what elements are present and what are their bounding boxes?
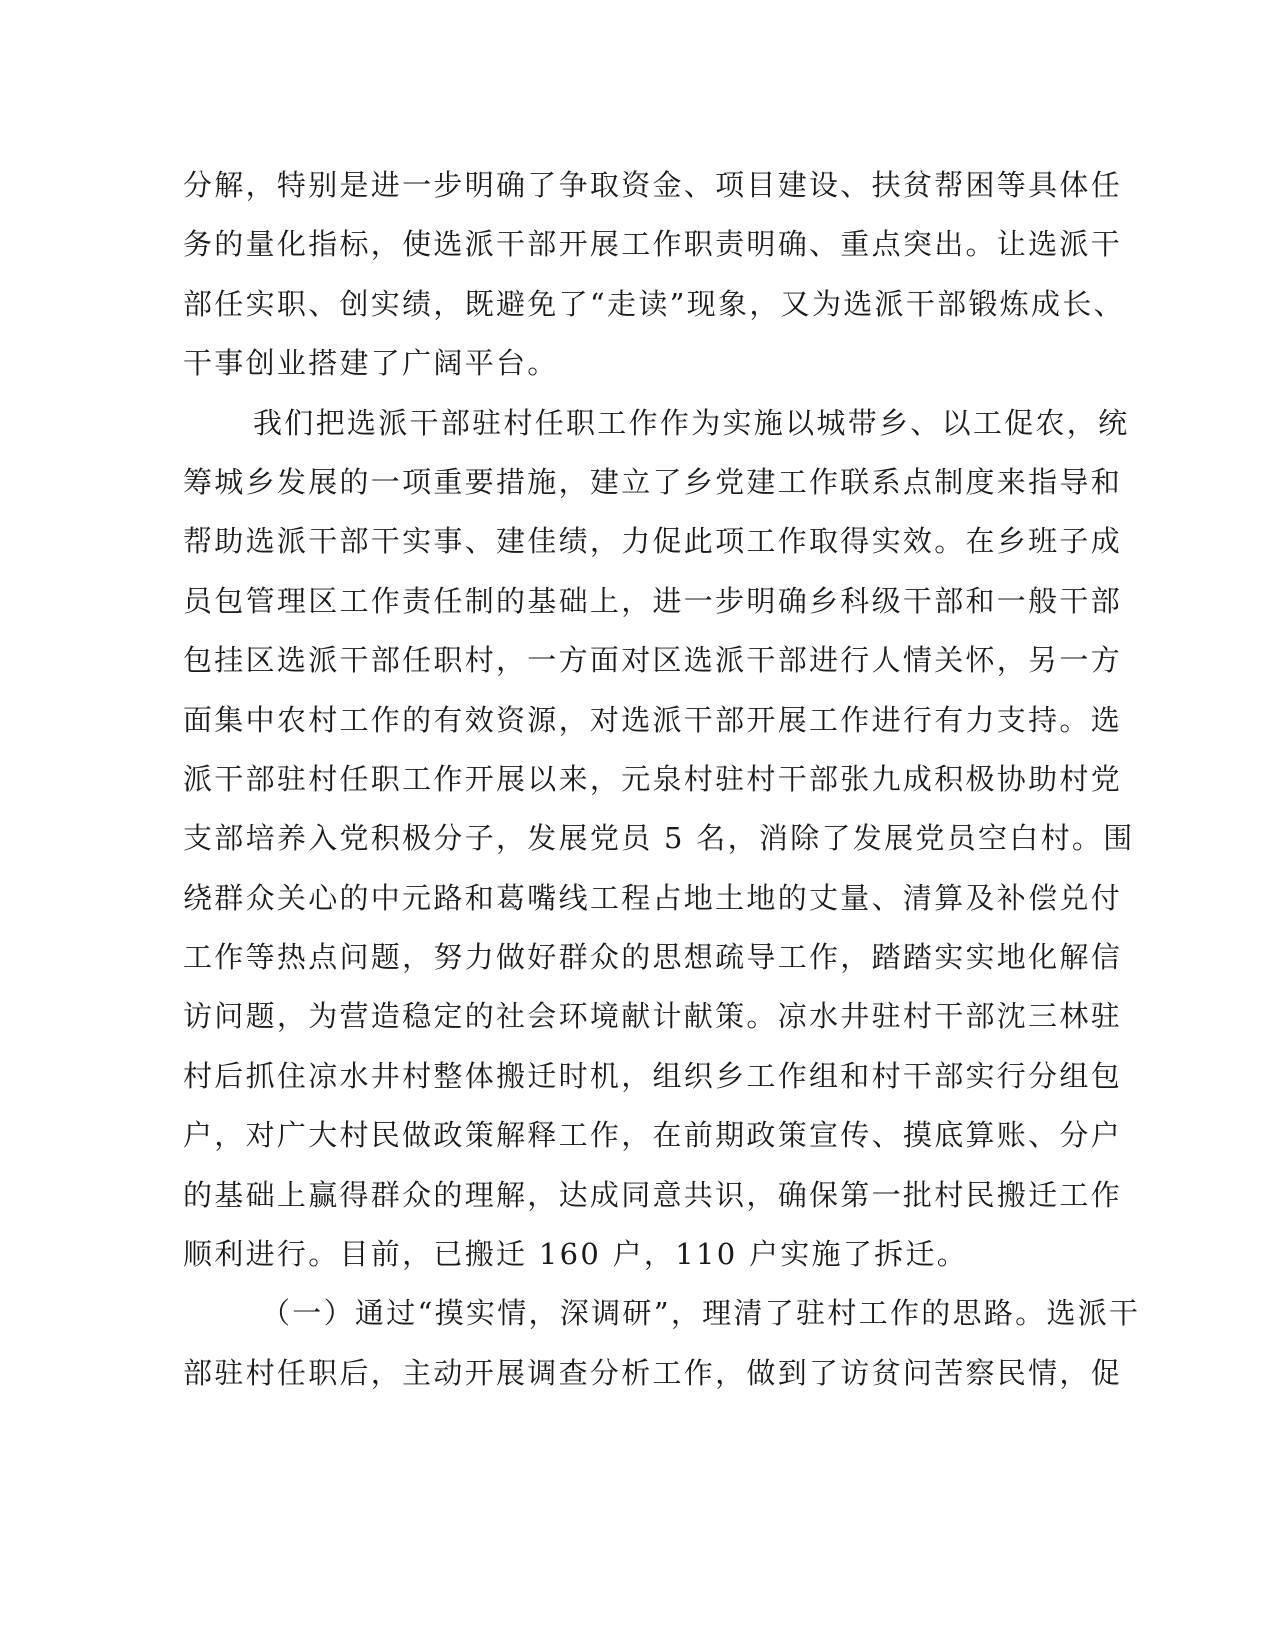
text-line: 户，对广大村民做政策解释工作，在前期政策宣传、摸底算账、分户 <box>183 1118 1123 1153</box>
text-line: 我们把选派干部驻村任职工作作为实施以城带乡、以工促农，统 <box>253 405 1130 440</box>
text-line: 部驻村任职后，主动开展调查分析工作，做到了访贫问苦察民情，促 <box>183 1355 1123 1390</box>
text-line: 村后抓住凉水井村整体搬迁时机，组织乡工作组和村干部实行分组包 <box>183 1058 1123 1093</box>
text-line: 务的量化指标，使选派干部开展工作职责明确、重点突出。让选派干 <box>183 227 1123 262</box>
text-line: 支部培养入党积极分子，发展党员 5 名，消除了发展党员空白村。围 <box>183 821 1135 856</box>
text-line: 分解，特别是进一步明确了争取资金、项目建设、扶贫帮困等具体任 <box>183 168 1123 202</box>
body-text <box>183 156 1141 1403</box>
text-line: 工作等热点问题，努力做好群众的思想疏导工作，踏踏实实地化解信 <box>183 940 1123 975</box>
text-line: 帮助选派干部干实事、建佳绩，力促此项工作取得实效。在乡班子成 <box>183 524 1123 559</box>
text-line: 绕群众关心的中元路和葛嘴线工程占地土地的丈量、清算及补偿兑付 <box>183 880 1123 915</box>
text-line: 干事创业搭建了广阔平台。 <box>183 346 559 381</box>
text-line: 派干部驻村任职工作开展以来，元泉村驻村干部张九成积极协助村党 <box>183 761 1123 796</box>
text-line: 员包管理区工作责任制的基础上，进一步明确乡科级干部和一般干部 <box>183 583 1123 618</box>
text-line: 筹城乡发展的一项重要措施，建立了乡党建工作联系点制度来指导和 <box>183 464 1123 499</box>
text-line: 部任实职、创实绩，既避免了“走读”现象，又为选派干部锻炼成长、 <box>183 286 1125 321</box>
text-line: （一）通过“摸实情，深调研”，理清了驻村工作的思路。选派干 <box>261 1296 1141 1331</box>
text-line: 面集中农村工作的有效资源，对选派干部开展工作进行有力支持。选 <box>183 702 1123 737</box>
text-line: 顺利进行。目前，已搬迁 160 户，110 户实施了拆迁。 <box>183 1237 969 1272</box>
text-line: 的基础上赢得群众的理解，达成同意共识，确保第一批村民搬迁工作 <box>183 1177 1123 1212</box>
text-line: 访问题，为营造稳定的社会环境献计献策。凉水井驻村干部沈三林驻 <box>183 999 1123 1034</box>
text-line: 包挂区选派干部任职村，一方面对区选派干部进行人情关怀，另一方 <box>183 643 1123 678</box>
